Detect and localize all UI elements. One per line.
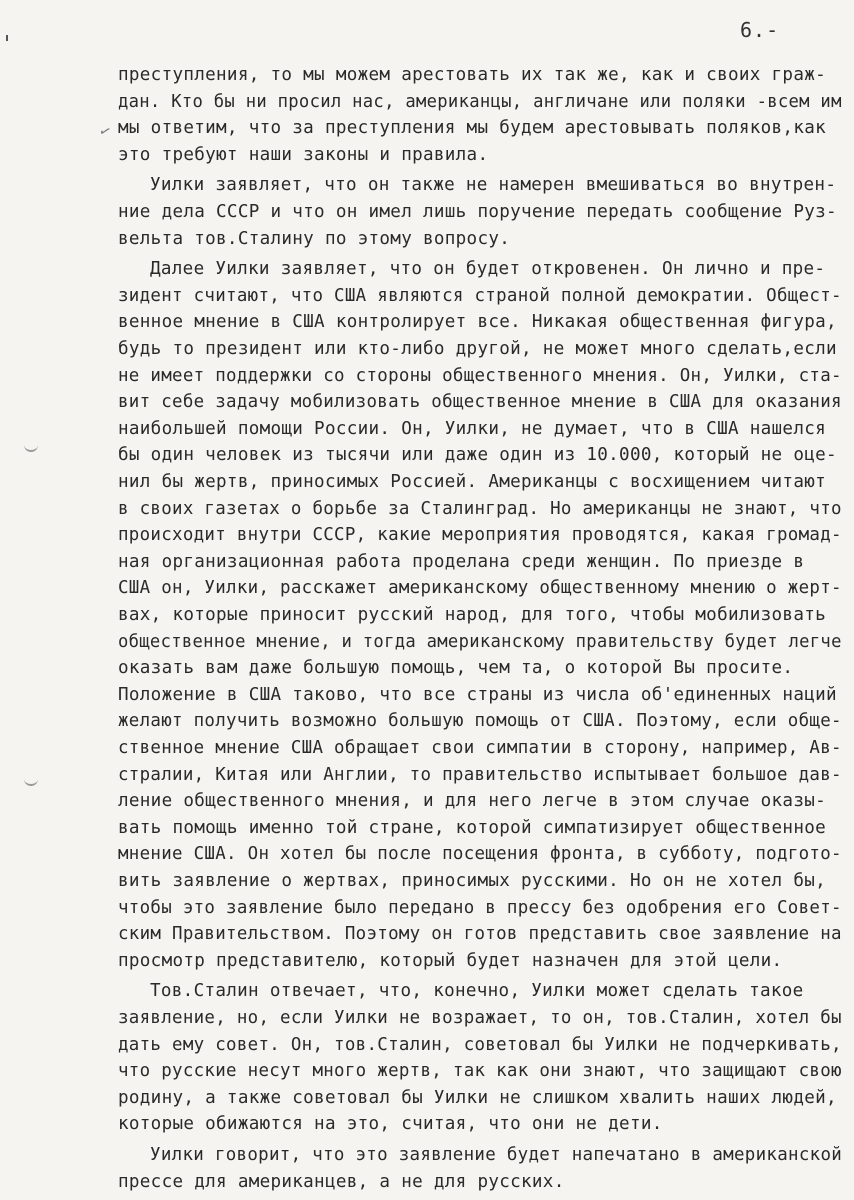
text-line: Положение в США таково, что все страны из числа об'единенных наций [118, 684, 837, 705]
text-line: родину, а также советовал бы Уилки не слишком хвалить наших людей, [118, 1087, 837, 1108]
punch-hole-mark-upper [24, 436, 38, 452]
text-line: заявление, но, если Уилки не возражает, то он, тов.Сталин, хотел бы [118, 1008, 842, 1028]
text-line: Уилки говорит, что это заявление будет напечатано в американской [150, 1145, 843, 1165]
margin-mark [6, 35, 8, 41]
text-line: дан. Кто бы ни просил нас, американцы, англичане или поляки -всем им [118, 91, 842, 112]
text-line: ление общественного мнения, и для него легче в этом случае оказы- [118, 791, 827, 812]
text-line: оказать вам даже большую помощь, чем та, о которой Вы просите. [118, 658, 794, 679]
text-line: Далее Уилки заявляет, что он будет откровенен. Он лично и пре- [150, 259, 826, 280]
text-line: ная организационная работа проделана среди женщин. По приезде в [118, 551, 805, 572]
text-line: которые обижаются на это, считая, что они не дети. [118, 1114, 663, 1135]
text-line: венное мнение в США контролирует все. Никакая общественная фигура, [118, 312, 837, 333]
page-number: 6.- [740, 18, 780, 42]
text-line: вах, которые приносит русский народ, для того, чтобы мобилизовать [118, 605, 827, 625]
text-line: прессе для американцев, а не для русских. [118, 1171, 565, 1192]
text-line: преступления, то мы можем арестовать их так же, как и своих граж- [118, 65, 827, 85]
text-line: просмотр представителю, который будет назначен для этой цели. [118, 950, 783, 971]
text-line: мнение США. Он хотел бы после посещения фронта, в субботу, подгото- [118, 844, 842, 865]
text-line: вельта тов.Сталину по этому вопросу. [118, 228, 511, 249]
text-line: мы ответим, что за преступления мы будем арестовывать поляков,как [118, 118, 827, 139]
text-line: желают получить возможно большую помощь от США. Поэтому, если обще- [118, 711, 842, 732]
text-line: Тов.Сталин отвечает, что, конечно, Уилки может сделать такое [150, 981, 804, 1002]
text-line: Уилки заявляет, что он также не намерен вмешиваться во внутрен- [150, 175, 837, 196]
text-line: США он, Уилки, расскажет американскому общественному мнению о жерт- [118, 578, 842, 599]
text-line: дать ему совет. Он, тов.Сталин, советовал бы Уилки не подчеркивать, [118, 1034, 842, 1055]
text-line: происходит внутри СССР, какие мероприятия проводятся, какая громад- [118, 525, 842, 546]
text-line: бы один человек из тысячи или даже один из 10.000, который не оце- [118, 445, 837, 466]
punch-hole-mark-lower [24, 770, 38, 786]
text-line: зидент считают, что США являются страной полной демократии. Общест- [118, 285, 842, 306]
text-line: ским Правительством. Поэтому он готов представить свое заявление на [118, 924, 842, 945]
text-line: будь то президент или кто-либо другой, не может много сделать,если [118, 339, 837, 359]
text-line: ственное мнение США обращает свои симпатии в сторону, например, Ав- [118, 738, 842, 758]
text-line: наибольшей помощи России. Он, Уилки, не думает, что в США нашелся [118, 418, 827, 439]
text-line: это требуют наши законы и правила. [118, 144, 489, 165]
text-line: вать помощь именно той стране, которой симпатизирует общественное [118, 817, 827, 838]
margin-check-mark: ✓ [96, 122, 114, 142]
text-line: не имеет поддержки со стороны общественного мнения. Он, Уилки, ста- [118, 365, 842, 386]
text-line: в своих газетах о борьбе за Сталинград. Но американцы не знают, что [118, 498, 842, 519]
text-line: чтобы это заявление было передано в прессу без одобрения его Совет- [118, 897, 842, 918]
text-line: общественное мнение, и тогда американскому правительству будет легче [118, 631, 842, 652]
text-line: стралии, Китая или Англии, то правительство испытывает большое дав- [118, 764, 842, 785]
text-line: вит себе задачу мобилизовать общественное мнение в США для оказания [118, 392, 842, 413]
text-line: ние дела СССР и что он имел лишь поручение передать сообщение Руз- [118, 202, 837, 222]
text-line: вить заявление о жертвах, приносимых русскими. Но он не хотел бы, [118, 871, 827, 891]
text-line: нил бы жертв, приносимых Россией. Американцы с восхищением читают [118, 472, 827, 492]
text-line: что русские несут много жертв, так как они знают, что защищают свою [118, 1061, 842, 1082]
